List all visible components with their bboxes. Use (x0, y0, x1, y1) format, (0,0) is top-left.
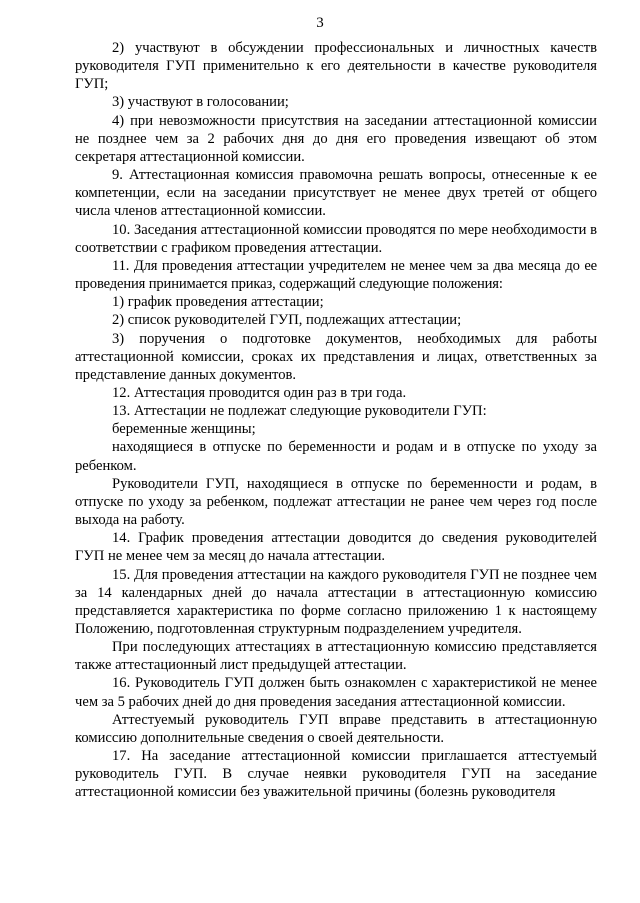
paragraph-13-pregnant: беременные женщины; (112, 421, 256, 438)
paragraph-13-on-leave: находящиеся в отпуске по беременности и родам и в отпуске по уходу за ребенком. (75, 439, 597, 474)
paragraph-13-after-leave: Руководители ГУП, находящиеся в отпуске по беременности и родам, в отпуске по уходу за ребенком, подлежат аттестации не ранее чем через год после выхода на работу. (75, 475, 597, 529)
paragraph-13-exempt: 13. Аттестации не подлежат следующие руководители ГУП: (112, 403, 487, 420)
paragraph-16-acquaint: 16. Руководитель ГУП должен быть ознакомлен с характеристикой не менее чем за 5 рабочих дней до дня проведения заседания аттестационной комиссии. (75, 675, 597, 710)
paragraph-9-quorum: 9. Аттестационная комиссия правомочна решать вопросы, отнесенные к ее компетенции, если на заседании присутствует не менее двух третей от общего числа членов аттестационной комиссии. (75, 167, 597, 220)
paragraph-11-item-3: 3) поручения о подготовке документов, необходимых для работы аттестационной комиссии, сроках их представления и лицах, ответственных за представление данных документов. (75, 330, 597, 383)
paragraph-item-4-absence: 4) при невозможности присутствия на заседании аттестационной комиссии не позднее чем за 2 рабочих дня до дня его проведения извещают об этом секретаря аттестационной комиссии. (75, 112, 597, 165)
paragraph-15-previous-sheet: При последующих аттестациях в аттестационную комиссию представляется также аттестационный лист предыдущей аттестации. (75, 639, 597, 674)
paragraph-14-schedule: 14. График проведения аттестации доводится до сведения руководителей ГУП не менее чем за месяц до начала аттестации. (75, 530, 597, 565)
paragraph-12-frequency: 12. Аттестация проводится один раз в три года. (112, 384, 407, 401)
paragraph-10-meetings: 10. Заседания аттестационной комиссии проводятся по мере необходимости в соответствии с графиком проведения аттестации. (75, 221, 597, 256)
paragraph-item-2-discussion: 2) участвуют в обсуждении профессиональных и личностных качеств руководителя ГУП применительно к его деятельности в качестве руководителя ГУП; (75, 40, 597, 93)
paragraph-item-3-voting: 3) участвуют в голосовании; (112, 94, 289, 111)
page-number: 3 (316, 15, 324, 31)
paragraph-11-order: 11. Для проведения аттестации учредителем не менее чем за два месяца до ее проведения принимается приказ, содержащий следующие положения: (75, 257, 597, 293)
paragraph-11-item-2: 2) список руководителей ГУП, подлежащих аттестации; (112, 312, 462, 329)
paragraph-17-invitation: 17. На заседание аттестационной комиссии приглашается аттестуемый руководитель ГУП. В случае неявки руководителя ГУП на заседание аттестационной комиссии без уважительной причины (болезнь руководителя (75, 748, 597, 801)
paragraph-15-characteristic: 15. Для проведения аттестации на каждого руководителя ГУП не позднее чем за 14 календарных дней до начала аттестации в аттестационную комиссию представляется характеристика по форме согласно приложению 1 к настоящему Положению, подготовленная структурным подразделением учредителя. (75, 566, 597, 637)
document-body (75, 39, 597, 802)
paragraph-16-additional-info: Аттестуемый руководитель ГУП вправе представить в аттестационную комиссию дополнительные сведения о своей деятельности. (75, 711, 597, 746)
paragraph-11-item-1: 1) график проведения аттестации; (112, 294, 324, 311)
